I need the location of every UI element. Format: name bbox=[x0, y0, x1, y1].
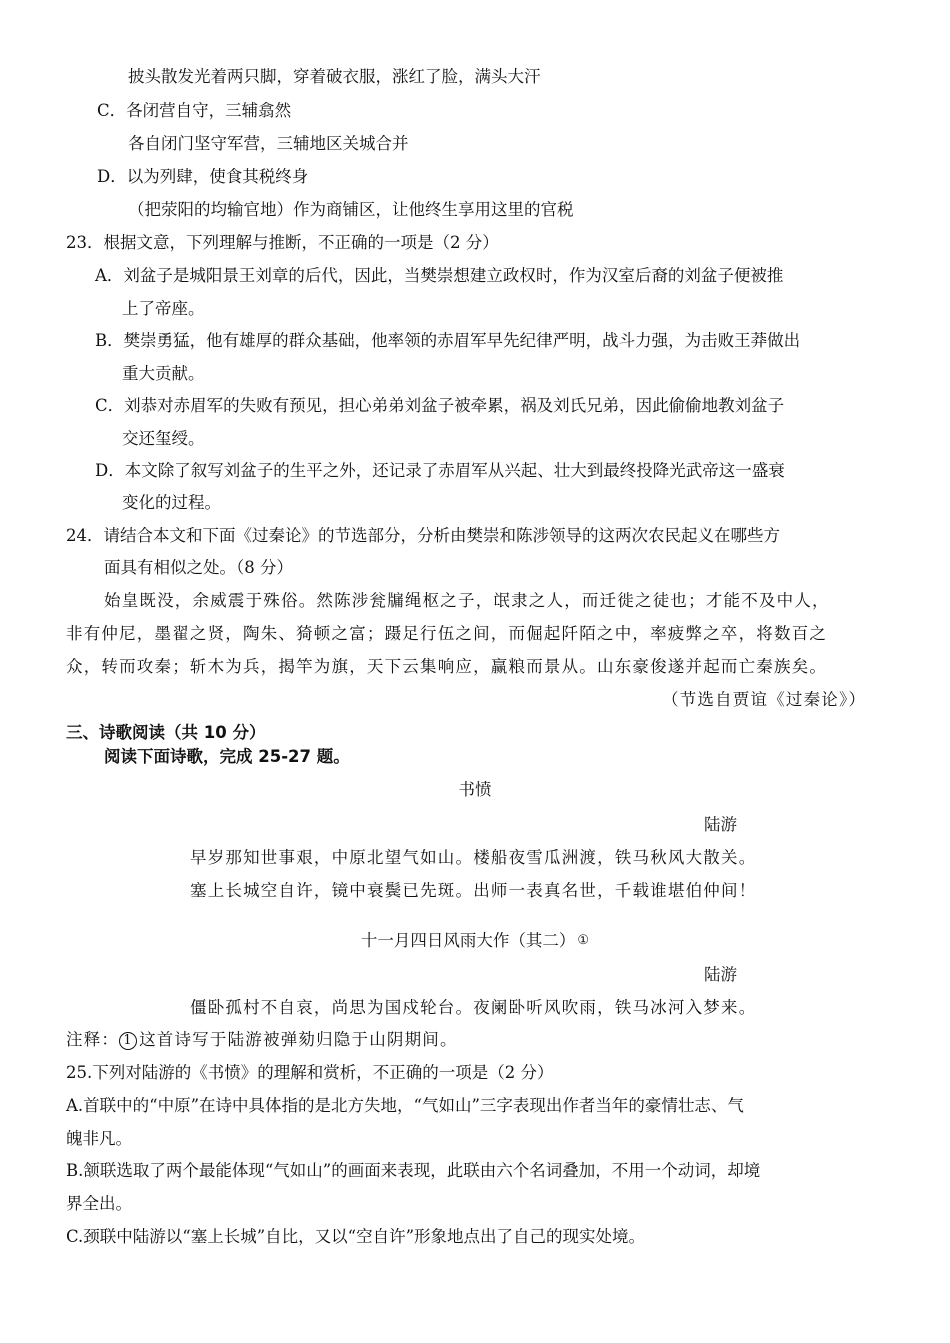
q22-option-d: D．以为列肆，使食其税终身 bbox=[97, 167, 309, 186]
poem1-author: 陆游 bbox=[704, 815, 737, 834]
q23-option-c-line2: 交还玺绶。 bbox=[122, 429, 205, 448]
q23-option-a-line2: 上了帝座。 bbox=[122, 299, 205, 318]
poem2-title-text: 十一月四日风雨大作（其二） bbox=[360, 931, 576, 950]
footnote-label: 注释： bbox=[66, 1030, 120, 1049]
poem2-author: 陆游 bbox=[704, 965, 737, 984]
q24-stem-line2: 面具有相似之处。（8 分） bbox=[104, 558, 293, 577]
q22-d-translation: （把荥阳的均输官地）作为商铺区，让他终生享用这里的官税 bbox=[128, 200, 574, 219]
q24-passage-line1: 始皇既没，余威震于殊俗。然陈涉瓮牖绳枢之子，氓隶之人，而迁徙之徒也；才能不及中人， bbox=[104, 591, 830, 610]
footnote-number: 1 bbox=[119, 1032, 137, 1050]
q25-option-b-line2: 界全出。 bbox=[66, 1194, 132, 1213]
q25-option-a-line2: 魄非凡。 bbox=[66, 1129, 132, 1148]
q22-option-c: C．各闭营自守，三辅翕然 bbox=[97, 101, 292, 120]
q22-b-translation: 披头散发光着两只脚，穿着破衣服，涨红了脸，满头大汗 bbox=[128, 67, 541, 86]
q23-stem: 23．根据文意，下列理解与推断，不正确的一项是（2 分） bbox=[66, 233, 499, 252]
q25-option-c-line1: C.颈联中陆游以“塞上长城”自比，又以“空自许”形象地点出了自己的现实处境。 bbox=[66, 1227, 646, 1246]
q24-passage-line3: 众，转而攻秦；斩木为兵，揭竿为旗，天下云集响应，赢粮而景从。山东豪俊遂并起而亡秦族矣。 bbox=[66, 657, 828, 676]
poem1-title: 书愤 bbox=[458, 780, 492, 799]
q24-passage-line2: 非有仲尼，墨翟之贤，陶朱、猗顿之富；蹑足行伍之间，而倔起阡陌之中，率疲弊之卒，将数百之 bbox=[66, 624, 828, 643]
section-3-heading: 三、诗歌阅读（共 10 分） bbox=[66, 723, 266, 742]
q25-stem: 25.下列对陆游的《书愤》的理解和赏析，不正确的一项是（2 分） bbox=[66, 1063, 554, 1082]
poem2-footnote-mark: ① bbox=[577, 933, 590, 948]
q25-option-a-line1: A.首联中的“中原”在诗中具体指的是北方失地，“气如山”三字表现出作者当年的豪情壮志、气 bbox=[66, 1096, 744, 1115]
q23-option-c-line1: C．刘恭对赤眉军的失败有预见，担心弟弟刘盆子被牵累，祸及刘氏兄弟，因此偷偷地教刘盆子 bbox=[95, 396, 785, 415]
q23-option-b-line1: B．樊崇勇猛，他有雄厚的群众基础，他率领的赤眉军早先纪律严明，战斗力强，为击败王莽做出 bbox=[95, 331, 801, 350]
poem1-line1: 早岁那知世事艰，中原北望气如山。楼船夜雪瓜洲渡，铁马秋风大散关。 bbox=[190, 848, 757, 867]
q23-option-b-line2: 重大贡献。 bbox=[122, 364, 205, 383]
footnote bbox=[66, 1029, 458, 1051]
poem2-line1: 僵卧孤村不自哀，尚思为国戍轮台。夜阑卧听风吹雨，铁马冰河入梦来。 bbox=[190, 998, 757, 1017]
footnote-text: 这首诗写于陆游被弹劾归隐于山阴期间。 bbox=[139, 1030, 458, 1049]
poem2-title bbox=[0, 930, 950, 952]
q22-c-translation: 各自闭门坚守军营，三辅地区关城合并 bbox=[128, 134, 409, 153]
q24-stem-line1: 24．请结合本文和下面《过秦论》的节选部分，分析由樊崇和陈涉领导的这两次农民起义在哪些方 bbox=[66, 526, 780, 545]
q23-option-a-line1: A．刘盆子是城阳景王刘章的后代，因此，当樊崇想建立政权时，作为汉室后裔的刘盆子便被推 bbox=[95, 266, 784, 285]
poem1-line2: 塞上长城空自许，镜中衰鬓已先斑。出师一表真名世，千载谁堪伯仲间！ bbox=[190, 881, 757, 900]
section-3-instruction: 阅读下面诗歌，完成 25-27 题。 bbox=[104, 747, 350, 766]
q23-option-d-line2: 变化的过程。 bbox=[122, 493, 221, 512]
q25-option-b-line1: B.颔联选取了两个最能体现“气如山”的画面来表现，此联由六个名词叠加，不用一个动词，却境 bbox=[66, 1161, 761, 1180]
q24-source: （节选自贾谊《过秦论》） bbox=[662, 690, 867, 709]
q23-option-d-line1: D．本文除了叙写刘盆子的生平之外，还记录了赤眉军从兴起、壮大到最终投降光武帝这一盛衰 bbox=[95, 461, 785, 480]
